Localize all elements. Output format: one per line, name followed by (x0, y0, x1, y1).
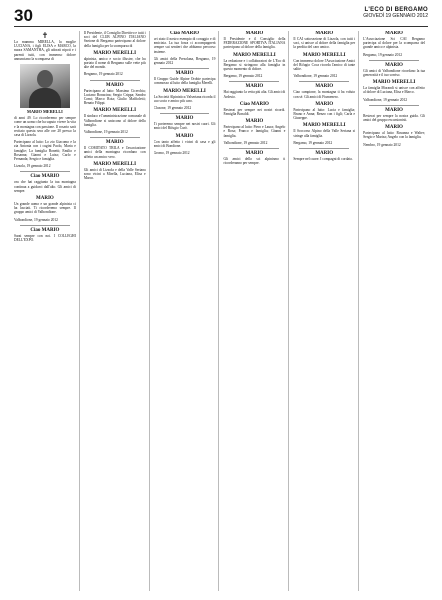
notice-text: Resterai per sempre nei nostri ricordi. Famiglia Bonaldi. (223, 107, 286, 117)
obituary-notice (84, 83, 146, 106)
obituary-notice (293, 141, 355, 145)
obituary-notice (363, 143, 425, 147)
newspaper-name: L'ECO DI BERGAMO (364, 7, 428, 13)
obituary-notice (14, 140, 76, 161)
notice-text: Valbondione, 19 gennaio 2012 (14, 217, 58, 222)
notice-title: MARIO (105, 140, 124, 146)
obituary-notice (14, 228, 76, 242)
obituary-notice (293, 123, 355, 137)
obituary-notice (293, 74, 355, 78)
notice-title: Ciao MARIO (239, 101, 269, 107)
obituary-notice (223, 119, 285, 138)
notice-title: MARIO (315, 84, 334, 90)
notice-title: MARIO (385, 31, 403, 36)
obituary-notice (223, 53, 285, 72)
obituary-notice (293, 31, 355, 50)
notice-title: MARIO MERELLI (233, 52, 276, 58)
page-header (14, 6, 428, 27)
notice-text: alpinista, amico e socio illustre, che ha portato il nome di Bergamo sulle vette più alte del mondo. (83, 56, 146, 70)
obituary-notice (84, 140, 146, 159)
notice-title: MARIO (315, 151, 334, 157)
obituary-notice (154, 57, 216, 65)
obituary-notice (84, 51, 146, 70)
notice-text: ora che hai raggiunto la tua montagna continua a guidarci dall'alto. Gli amici di sempre. (14, 180, 76, 193)
obituary-notice (154, 71, 216, 85)
notice-text: Gli amici di Lizzola e della Valle Seriana sono vicini a Mirella, Luciana, Elisa e Marco. (83, 167, 146, 181)
obituary-notice (154, 89, 216, 103)
obituary-notice (14, 40, 76, 61)
notice-title: MARIO MERELLI (93, 50, 137, 56)
notice-text: Sarai sempre con noi. I COLLEGHI DELL'EXPO. (14, 233, 76, 243)
obituary-notice (363, 31, 425, 50)
obituary-notice (293, 84, 355, 98)
portrait-photo (20, 64, 70, 108)
obituary-notice (223, 141, 285, 145)
obituary-notice (363, 63, 425, 77)
notice-text: La famiglia Morandi si unisce con affetto al dolore di Luciana, Elisa e Marco. (363, 86, 425, 95)
notice-title: MARIO MERELLI (93, 108, 137, 114)
obituary-columns (14, 31, 428, 591)
portrait-caption: MARIO MERELLI (27, 109, 63, 115)
obituary-notice (84, 72, 146, 76)
cross-icon: ✝ (41, 31, 49, 40)
notice-text: Il COMITATO TRILA e l'associazione amici della montagna ricordano con affetto un amico vero. (83, 146, 146, 159)
notice-text: Il Presidente e il Consiglio della FEDERAZIONE SPORTIVA ITALIANA partecipano al dolore della famiglia. (223, 37, 286, 50)
notice-title: MARIO (245, 119, 264, 125)
notice-text: Con tanto affetto i vicini di casa e gli amici di Bondione. (153, 139, 216, 148)
notice-text: Il Presidente, il Consiglio Direttivo e tutti i soci del CLUB ALPINO ITALIANO Sezione di Bergamo partecipano al dolore della famiglia per la scomparsa di (83, 31, 146, 48)
notice-title: Ciao MARIO (170, 31, 200, 36)
column-4 (223, 31, 289, 591)
obituary-notice (154, 106, 216, 110)
notice-title: MARIO (175, 133, 194, 139)
column-2 (84, 31, 150, 591)
notice-text: Con immenso dolore l'Associazione Amici del Rifugio Coca ricorda l'amico di tante salite. (293, 58, 356, 72)
obituary-notice (363, 53, 425, 57)
notice-title: MARIO MERELLI (163, 88, 206, 94)
obituary-notice (154, 31, 216, 54)
column-5 (293, 31, 359, 591)
notice-text: sei stato il nostro esempio di coraggio e di amicizia. La tua forza ci accompagnerà sempre sui sentieri che abbiamo percorso insieme. (153, 37, 216, 54)
obituary-notice (14, 196, 76, 215)
notice-title: Ciao MARIO (30, 174, 60, 180)
notice-text: Gli amici della Presolana, Bergamo, 19 gennaio 2012 (153, 56, 216, 66)
notice-text: La Società Alpinistica Valseriana ricorda il suo socio e amico più caro. (153, 94, 216, 103)
obituary-notice (14, 174, 76, 193)
column-1 (14, 31, 80, 591)
notice-text: Il Gruppo Guide Alpine Orobie partecipa commosso al lutto della famiglia Merelli. (153, 77, 216, 86)
notice-text: Ti porteremo sempre nei nostri cuori. Gli amici del Rifugio Curò. (153, 122, 216, 131)
notice-title: MARIO (315, 31, 334, 36)
notice-text: Partecipano al lutto: Lo zio Giacomo e la zia Antonia con i cugini Paolo, Maria e famiglie; La famiglia Bonetti; Emilio e Rosanna; Gianni e Luisa; Carlo e Fernanda; Sergio e famiglia. (14, 140, 76, 162)
notice-text: Clusone, 19 gennaio 2012 (153, 106, 192, 111)
notice-title: MARIO (385, 125, 403, 131)
obituary-notice (293, 151, 355, 161)
masthead (363, 7, 428, 19)
notice-text: Valbondione, 19 gennaio 2012 (363, 97, 408, 102)
obituary-notice (14, 218, 76, 222)
notice-title: Ciao MARIO (30, 227, 60, 233)
notice-title: MARIO (175, 71, 194, 77)
obituary-notice (363, 80, 425, 94)
column-6 (363, 31, 428, 591)
notice-text: Resterai per sempre la nostra guida. Gli amici del gruppo escursionisti. (363, 113, 425, 123)
obituary-notice (363, 108, 425, 122)
notice-text: Bergamo, 19 gennaio 2012 (83, 72, 123, 77)
notice-text: Sempre nel cuore. I compagni di cordata. (293, 157, 353, 162)
notice-text: Gli amici dello sci alpinismo ti ricorderanno per sempre. (223, 157, 286, 166)
notice-title: MARIO (245, 84, 264, 90)
notice-text: Nembro, 19 gennaio 2012 (363, 142, 401, 147)
obituary-notice (84, 130, 146, 134)
obituary-notice (84, 108, 146, 127)
obituary-notice (223, 74, 285, 78)
notice-text: Partecipano al lutto: Piero e Laura; Angelo e Rosa; Franco e famiglia; Gianni e famiglia. (223, 125, 286, 138)
obituary-notice (154, 151, 216, 155)
column-3 (154, 31, 220, 591)
obituary-notice (223, 102, 285, 116)
notice-title: MARIO (245, 151, 264, 157)
obituary-notice (223, 84, 285, 98)
notice-text: Bergamo, 19 gennaio 2012 (363, 52, 402, 57)
notice-title: MARIO (175, 116, 194, 122)
issue-date: GIOVEDÌ 19 GENNAIO 2012 (363, 13, 428, 19)
notice-text: Gli amici di Valbondione ricordano la tua generosità e il tuo sorriso. (363, 68, 425, 78)
notice-text: Lizzola, 19 gennaio 2012 (14, 164, 51, 169)
notice-text: di anni 49. Lo ricorderemo per sempre come un uomo che ha saputo vivere la vita e la montagna con passione. Il rosario sarà recitato questa sera alle ore 20 presso la casa di Lizzola. (14, 116, 76, 138)
obituary-notice (14, 164, 76, 168)
obituary-notice (84, 31, 146, 48)
obituary-notice (154, 134, 216, 148)
notice-text: Un grande uomo e un grande alpinista ci ha lasciati. Ti ricorderemo sempre. Il gruppo amici di Valbondione. (14, 202, 76, 215)
obituary-notice (223, 31, 285, 50)
notice-text: La mamma MIRELLA, la moglie LUCIANA, i figli ELISA e MARCO, la nuora SAMANTHA, gli adorati nipoti e i parenti tutti, con immenso dolore annunciano la scomparsa di (14, 40, 76, 61)
notice-text: Partecipano al lutto: Lucia e famiglia; Bruno e Anna; Renzo con i figli; Carla e Giuseppe. (293, 107, 356, 121)
notice-title: MARIO (245, 31, 264, 36)
notice-text: Partecipano al lutto: Massimo Cicerchia; Luciano Bonacina; Sergio Crippa; Sandro Comi; Marco Rota; Giulio Maffioletti; Renato Filippi. (83, 88, 146, 106)
notice-title: MARIO (315, 101, 334, 107)
page-number: 30 (14, 6, 33, 25)
obituary-notice (84, 162, 146, 181)
notice-title: MARIO (385, 107, 403, 113)
notice-title: MARIO MERELLI (372, 80, 416, 86)
obituary-notice (154, 116, 216, 130)
obituary-notice (293, 53, 355, 72)
notice-title: MARIO MERELLI (302, 52, 346, 58)
notice-title: MARIO (36, 196, 54, 202)
notice-text: Ciao campione, la montagna ti ha voluto con sé. Gli amici di Fiumenero. (293, 90, 356, 99)
notice-text: Valbondione, 19 gennaio 2012 (293, 74, 338, 79)
obituary-notice (223, 151, 285, 165)
portrait (14, 64, 76, 114)
notice-text: Bergamo, 19 gennaio 2012 (223, 74, 263, 79)
obituary-notice (293, 102, 355, 121)
notice-text: Il Soccorso Alpino della Valle Seriana si stringe alla famiglia. (293, 129, 356, 138)
notice-text: Valbondione, 19 gennaio 2012 (223, 140, 268, 145)
obituary-notice (363, 98, 425, 102)
notice-title: MARIO (105, 82, 124, 88)
notice-title: MARIO (385, 62, 403, 68)
notice-text: L'Associazione Sci CAI Bergamo partecipa al dolore per la scomparsa del grande amico e alpinista. (363, 37, 425, 50)
notice-text: Partecipano al lutto: Rosanna e Walter; Sergio e Marisa; Angelo con la famiglia. (363, 131, 425, 140)
notice-text: La redazione e i collaboratori de L'Eco di Bergamo si stringono alla famiglia in questo momento di dolore. (223, 58, 286, 72)
obituary-notice (363, 125, 425, 139)
notice-text: Il CAI sottosezione di Lizzola, con tutti i soci, si unisce al dolore della famiglia per la perdita del caro amico. (293, 37, 356, 50)
notice-text: Gromo, 19 gennaio 2012 (153, 151, 190, 156)
notice-text: Hai raggiunto la vetta più alta. Gli amici di Ardesio. (223, 90, 286, 99)
notice-text: Valbondione, 19 gennaio 2012 (83, 130, 128, 135)
notice-title: MARIO MERELLI (302, 123, 346, 129)
notice-title: MARIO MERELLI (93, 161, 137, 167)
notice-text: Bergamo, 19 gennaio 2012 (293, 140, 333, 145)
obituary-notice (14, 116, 76, 137)
notice-text: Il sindaco e l'amministrazione comunale di Valbondione si uniscono al dolore della famiglia. (83, 114, 146, 127)
